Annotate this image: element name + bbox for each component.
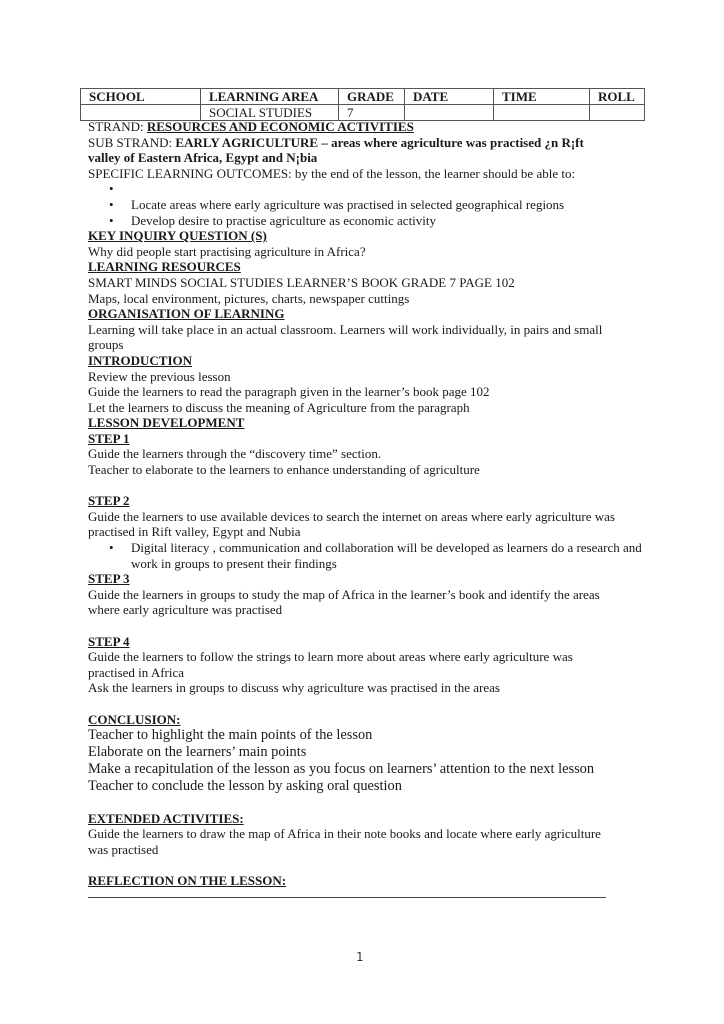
sub-strand-label: SUB STRAND: [88,134,173,150]
step2-bullets [88,540,648,571]
outcome-item: • Locate areas where early agriculture was practised in selected geographical regions [131,197,648,213]
step4-line: practised in Africa [88,664,185,680]
outcome-item: • Develop desire to practise agriculture as economic activity [131,213,648,229]
conclusion-line: Teacher to conclude the lesson by asking oral question [88,778,402,795]
step2-bullet: • Digital literacy , communication and collaboration will be developed as learners do a research and work in groups to present their findings [131,540,648,571]
introduction-heading: INTRODUCTION [88,352,193,368]
step4-line: Guide the learners to follow the strings to learn more about areas where early agriculture was [88,649,573,665]
resources-heading: LEARNING RESOURCES [88,259,241,275]
outcome-item [131,181,648,197]
conclusion-line: Make a recapitulation of the lesson as you focus on learners’ attention to the next lesson [88,761,595,778]
key-inquiry-heading: KEY INQUIRY QUESTION (S) [88,228,267,244]
sub-strand-value: EARLY AGRICULTURE – areas where agriculture was practised ¿n R¡ft [175,134,584,150]
lesson-body [88,119,648,889]
introduction-line: Guide the learners to read the paragraph given in the learner’s book page 102 [88,384,490,400]
grade-header: GRADE [339,89,405,105]
school-header: SCHOOL [81,89,201,105]
step1-line: Guide the learners through the “discovery time” section. [88,446,382,462]
strand-label: STRAND: [88,119,144,134]
extended-line: was practised [88,841,159,857]
roll-header: ROLL [590,89,645,105]
introduction-line: Let the learners to discuss the meaning of Agriculture from the paragraph [88,399,470,415]
lesson-development-heading: LESSON DEVELOPMENT [88,415,245,431]
step3-line: Guide the learners in groups to study the map of Africa in the learner’s book and identify the areas [88,586,600,602]
learning-area-header: LEARNING AREA [201,89,339,105]
extended-line: Guide the learners to draw the map of Africa in their note books and locate where early agriculture [88,826,601,842]
step4-heading: STEP 4 [88,633,130,649]
conclusion-heading: CONCLUSION: [88,711,181,727]
resources-line: SMART MINDS SOCIAL STUDIES LEARNER’S BOOK GRADE 7 PAGE 102 [88,274,515,290]
organisation-heading: ORGANISATION OF LEARNING [88,306,285,322]
reflection-heading: REFLECTION ON THE LESSON: [88,873,287,889]
time-header: TIME [494,89,590,105]
reflection-answer-line [88,897,606,898]
resources-line: Maps, local environment, pictures, charts, newspaper cuttings [88,290,410,306]
strand-value: RESOURCES AND ECONOMIC ACTIVITIES [146,119,414,134]
outcomes-intro: SPECIFIC LEARNING OUTCOMES: by the end of the lesson, the learner should be able to: [88,165,576,181]
sub-strand-line [88,135,648,151]
sub-strand-continuation: valley of Eastern Africa, Egypt and N¡bia [88,150,318,166]
organisation-text: Learning will take place in an actual classroom. Learners will work individually, in pairs and small [88,321,603,337]
spacer [88,618,648,634]
step2-line: practised in Rift valley, Egypt and Nubia [88,524,301,540]
conclusion-line: Teacher to highlight the main points of the lesson [88,727,373,744]
spacer [88,858,648,874]
spacer [88,795,648,811]
strand-line [88,119,648,135]
step2-line: Guide the learners to use available devices to search the internet on areas where early agriculture was [88,508,615,524]
step2-heading: STEP 2 [88,493,130,509]
date-header: DATE [405,89,494,105]
grade-value: 7 [339,105,405,121]
spacer [88,696,648,712]
outcomes-list [88,181,648,228]
introduction-line: Review the previous lesson [88,368,231,384]
organisation-text: groups [88,337,124,353]
step3-heading: STEP 3 [88,571,130,587]
extended-heading: EXTENDED ACTIVITIES: [88,810,244,826]
step3-line: where early agriculture was practised [88,602,283,618]
step1-heading: STEP 1 [88,430,130,446]
learning-area-value: SOCIAL STUDIES [201,105,339,121]
conclusion-line: Elaborate on the learners’ main points [88,744,307,761]
header-row [81,89,645,105]
page-number: 1 [356,950,364,964]
key-inquiry-text: Why did people start practising agriculture in Africa? [88,243,366,259]
step4-line: Ask the learners in groups to discuss why agriculture was practised in the areas [88,680,500,696]
lesson-header-table [80,88,645,121]
step1-line: Teacher to elaborate to the learners to enhance understanding of agriculture [88,462,480,478]
spacer [88,478,648,494]
